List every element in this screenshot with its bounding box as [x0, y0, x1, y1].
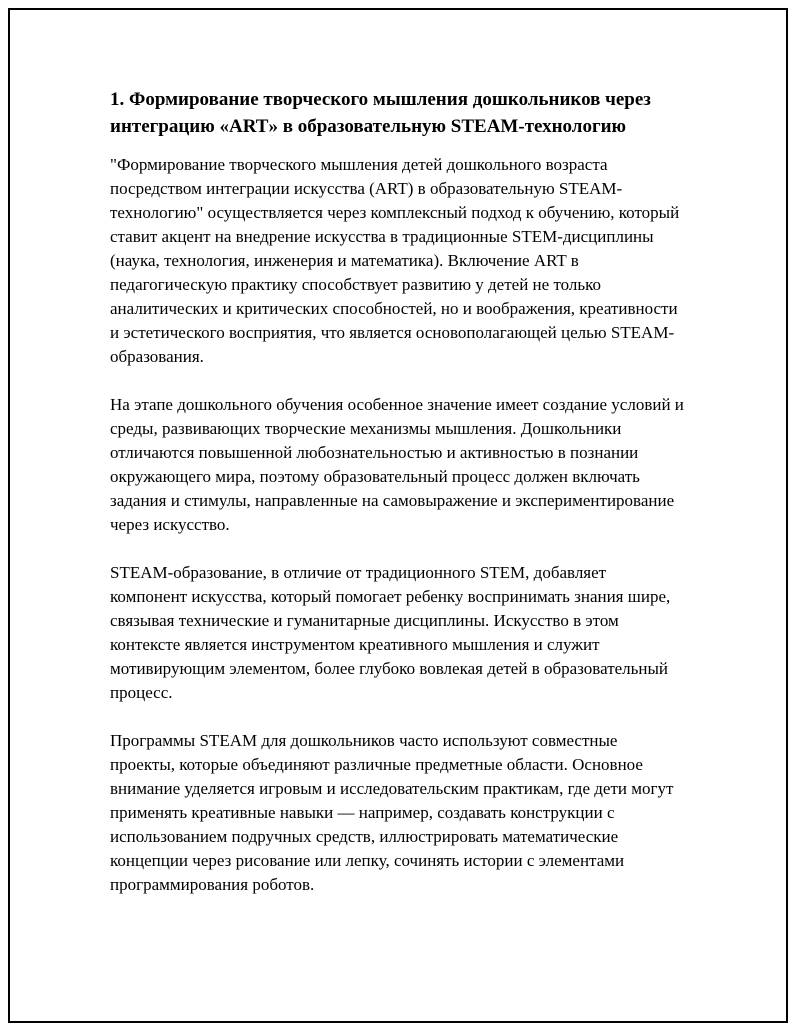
document-title: 1. Формирование творческого мышления дошкольников через интеграцию «ART» в образовательную STEAM-технологию: [110, 89, 651, 137]
paragraph-2: На этапе дошкольного обучения особенное значение имеет создание условий и среды, развивающих творческие механизмы мышления. Дошкольники отличаются повышенной любознательностью и активностью в познании окружающего мира, поэтому образовательный процесс должен включать задания и стимулы, направленные на самовыражение и экспериментирование через искусство.: [110, 395, 684, 534]
document-content: [110, 86, 686, 921]
paragraph-3: STEAM-образование, в отличие от традиционного STEM, добавляет компонент искусства, который помогает ребенку воспринимать знания шире, связывая технические и гуманитарные дисциплины. Искусство в этом контексте является инструментом креативного мышления и служит мотивирующим элементом, более глубоко вовлекая детей в образовательный процесс.: [110, 563, 671, 702]
paragraph-1: "Формирование творческого мышления детей дошкольного возраста посредством интеграции искусства (ART) в образовательную STEAM-технологию" осуществляется через комплексный подход к обучению, который ставит акцент на внедрение искусства в традиционные STEM-дисциплины (наука, технология, инженерия и математика). Включение ART в педагогическую практику способствует развитию у детей не только аналитических и критических способностей, но и воображения, креативности и эстетического восприятия, что является основополагающей целью STEAM-образования.: [110, 155, 680, 366]
paragraph-4: Программы STEAM для дошкольников часто используют совместные проекты, которые объединяют различные предметные области. Основное внимание уделяется игровым и исследовательским практикам, где дети могут применять креативные навыки — например, создавать конструкции с использованием подручных средств, иллюстрировать математические концепции через рисование или лепку, сочинять истории с элементами программирования роботов.: [110, 731, 674, 894]
